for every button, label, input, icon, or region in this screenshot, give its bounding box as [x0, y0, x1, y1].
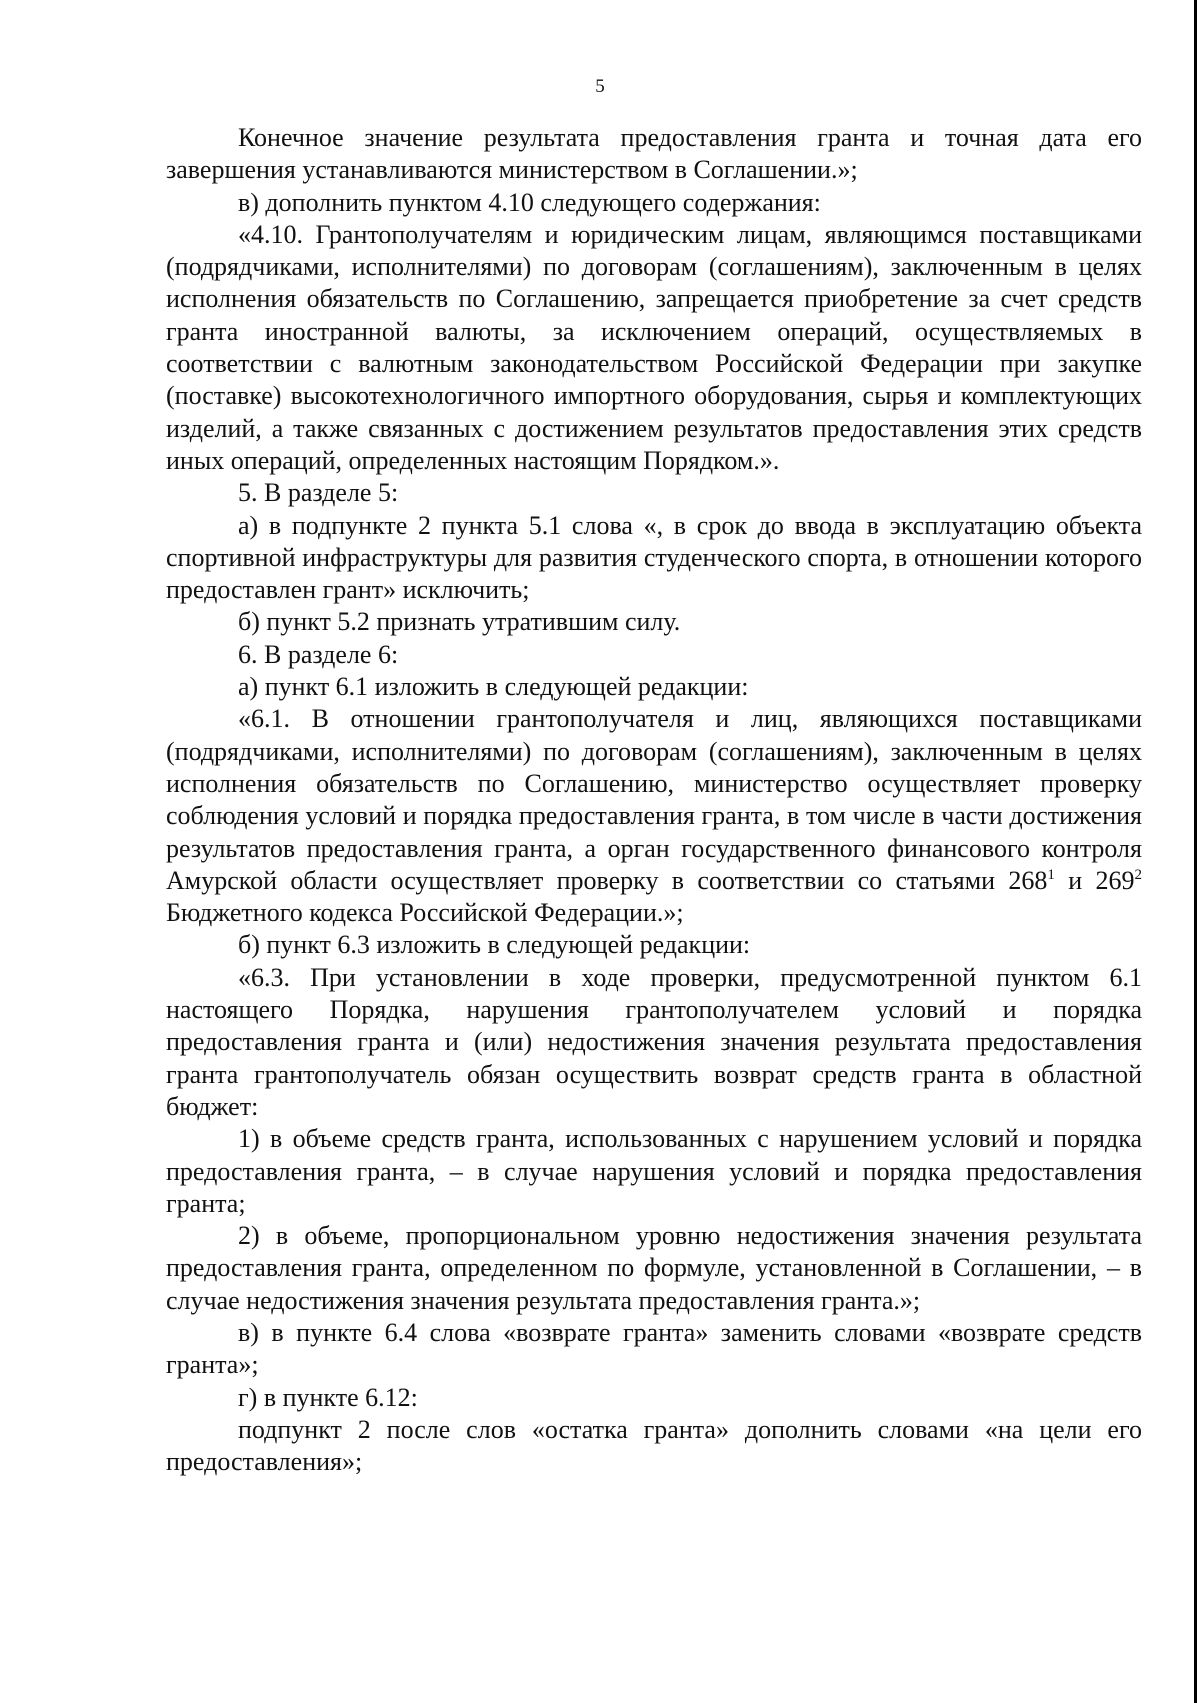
paragraph-5-1-amendment: а) в подпункте 2 пункта 5.1 слова «, в срок до ввода в эксплуатацию объекта спортивной инфраструктуры для развития студенческого спорта, в отношении которого предоставлен грант» исключить; [166, 510, 1142, 605]
paragraph-6-12-text: подпункт 2 после слов «остатка гранта» дополнить словами «на цели его предоставления»; [166, 1414, 1142, 1477]
document-body [166, 122, 1142, 1478]
paragraph-add-4-10: в) дополнить пунктом 4.10 следующего содержания: [238, 187, 821, 217]
p61-after: Бюджетного кодекса Российской Федерации.»; [166, 898, 684, 928]
paragraph-section-6: 6. В разделе 6: [238, 639, 399, 669]
paragraph-6-3-intro: б) пункт 6.3 изложить в следующей редакции: [238, 930, 751, 960]
paragraph-section-5: 5. В разделе 5: [238, 478, 399, 508]
p61-before: «6.1. В отношении грантополучателя и лиц, являющихся поставщиками (подрядчиками, исполнителями) по договорам (соглашениям), заключенным в целях исполнения обязательств по Соглашению, министерство осуществляет проверку соблюдения условий и порядка предоставления гранта, в том числе в части достижения результатов предоставления гранта, а орган государственного финансового контроля Амурской области осуществляет проверку в соответствии со статьями [166, 704, 1142, 895]
paragraph-6-3-item-2: 2) в объеме, пропорциональном уровню недостижения значения результата предоставления гранта, определенном по формуле, установленной в Соглашении, – в случае недостижения значения результата предоставления гранта.»; [166, 1221, 1142, 1315]
page-number: 5 [595, 76, 605, 97]
article-269: 269 [1095, 865, 1135, 895]
article-269-sup: 2 [1134, 866, 1142, 883]
scan-edge-line [1194, 0, 1197, 1703]
paragraph-6-3-item-1: 1) в объеме средств гранта, использованных с нарушением условий и порядка предоставления гранта, – в случае нарушения условий и порядка предоставления гранта; [166, 1124, 1142, 1218]
p61-and: и [1054, 865, 1096, 895]
paragraph-6-3-text: «6.3. При установлении в ходе проверки, предусмотренной пунктом 6.1 настоящего Порядка, нарушения грантополучателем условий и порядка предоставления гранта и (или) недостижения значения результата предоставления гранта грантополучатель обязан осуществить возврат средств гранта в областной бюджет: [166, 962, 1142, 1121]
article-268: 268 [1008, 865, 1048, 895]
paragraph-4-10-text: «4.10. Грантополучателям и юридическим лицам, являющимся поставщиками (подрядчиками, исполнителями) по договорам (соглашениям), заключенным в целях исполнения обязательств по Соглашению, запрещается приобретение за счет средств гранта иностранной валюты, за исключением операций, осуществляемых в соответствии с валютным законодательством Российской Федерации при закупке (поставке) высокотехнологичного импортного оборудования, сырья и комплектующих изделий, а также связанных с достижением результатов предоставления этих средств иных операций, определенных настоящим Порядком.». [166, 219, 1142, 475]
paragraph-6-1-intro: а) пункт 6.1 изложить в следующей редакции: [238, 672, 749, 702]
paragraph-6-4-amendment: в) в пункте 6.4 слова «возврате гранта» заменить словами «возврате средств гранта»; [166, 1317, 1142, 1380]
paragraph-6-1-text [166, 703, 1142, 929]
paragraph-result-value: Конечное значение результата предоставления гранта и точная дата его завершения устанавливаются министерством в Соглашении.»; [166, 123, 1142, 185]
article-268-sup: 1 [1047, 866, 1055, 883]
paragraph-6-12-intro: г) в пункте 6.12: [238, 1382, 418, 1412]
paragraph-5-2-void: б) пункт 5.2 признать утратившим силу. [238, 607, 681, 637]
